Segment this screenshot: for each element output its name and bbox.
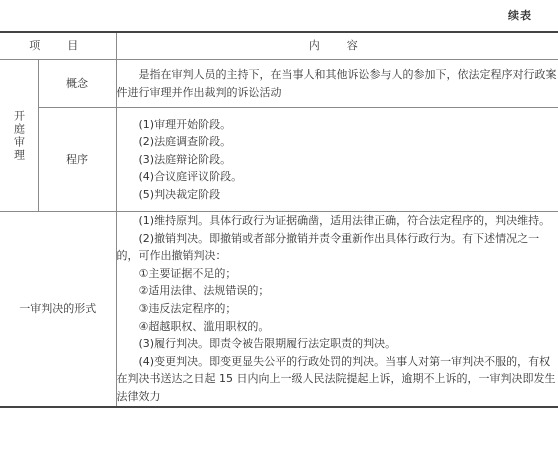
header-content: 内 容 (116, 32, 558, 60)
list-item: (1)审理开始阶段。 (138, 117, 232, 131)
procedure-label: 程序 (38, 108, 116, 212)
judgment-subitems (117, 265, 558, 335)
judgment-label: 一审判决的形式 (0, 212, 116, 407)
table-row (0, 60, 558, 108)
trial-group-cell (0, 60, 38, 212)
list-item: ②适用法律、法规错误的； (138, 284, 270, 298)
concept-text: 是指在审判人员的主持下，在当事人和其他诉讼参与人的参加下，依法定程序对行政案件进行审理并作出裁判的诉讼活动 (116, 67, 557, 99)
list-item: ③违反法定程序的； (138, 301, 237, 315)
list-item: ④超越职权、滥用职权的。 (138, 319, 270, 333)
list-item: (2)法庭调查阶段。 (138, 135, 232, 149)
list-item: (4)合议庭评议阶段。 (138, 170, 243, 184)
list-item: (5)判决裁定阶段 (138, 187, 221, 201)
procedure-list (117, 116, 558, 204)
continuation-label: 续表 (508, 9, 532, 22)
judgment-para-3: (3)履行判决。即责令被告限期履行法定职责的判决。 (138, 337, 397, 351)
header-item: 项 目 (0, 32, 116, 60)
table-row (0, 108, 558, 212)
list-item: ①主要证据不足的； (138, 266, 237, 280)
concept-label: 概念 (38, 60, 116, 108)
table-row (0, 212, 558, 407)
judgment-para-4: (4)变更判决。即变更显失公平的行政处罚的判决。当事人对第一审判决不服的，有权在判决书送达之日起 15 日内向上一级人民法院提起上诉，逾期不上诉的，一审判决即发生法律效力 (116, 354, 556, 403)
procedure-cell (116, 108, 558, 212)
list-item: (3)法庭辩论阶段。 (138, 152, 232, 166)
judgment-cell (116, 212, 558, 407)
judgment-para-2: (2)撤销判决。即撤销或者部分撤销并责令重新作出具体行政行为。有下述情况之一的，可作出撤销判决： (116, 231, 540, 263)
judgment-para-1: (1)维持原判。具体行政行为证据确凿，适用法律正确，符合法定程序的，判决维持。 (138, 214, 551, 227)
table-header-row (0, 32, 558, 60)
trial-group-label: 开庭审理 (12, 109, 26, 162)
content-table (0, 31, 558, 408)
concept-cell (116, 60, 558, 108)
